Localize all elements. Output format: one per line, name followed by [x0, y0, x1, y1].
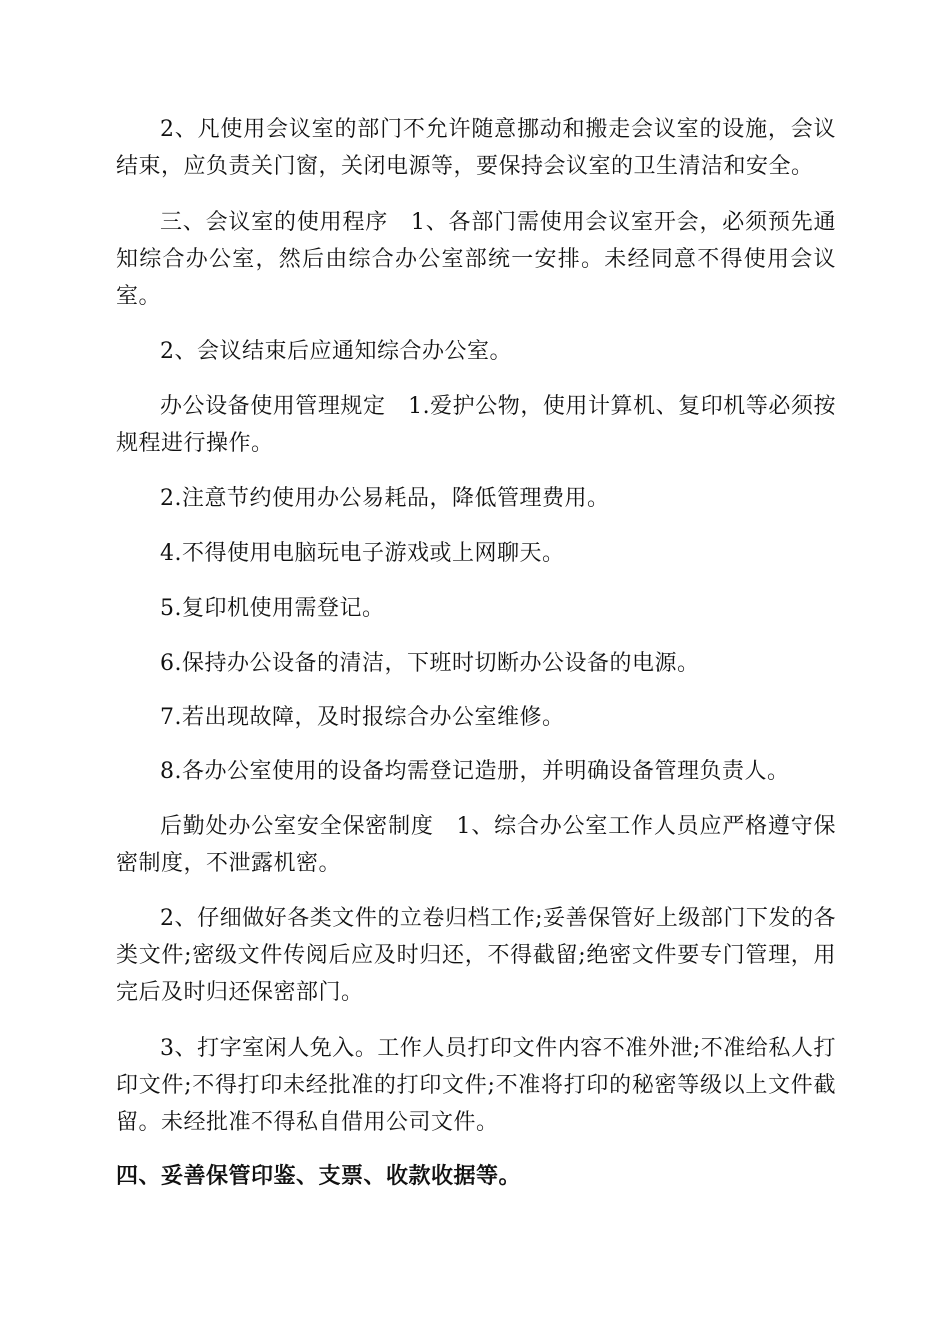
paragraph-meeting-room-procedure: 三、会议室的使用程序 1、各部门需使用会议室开会，必须预先通知综合办公室，然后由综合办公室部统一安排。未经同意不得使用会议室。 — [116, 210, 836, 309]
paragraph-security-rule-1: 后勤处办公室安全保密制度 1、综合办公室工作人员应严格遵守保密制度，不泄露机密。 — [116, 814, 836, 876]
paragraph-meeting-end-notice: 2、会议结束后应通知综合办公室。 — [160, 339, 512, 364]
paragraph-office-equipment-rule-7: 7.若出现故障，及时报综合办公室维修。 — [160, 705, 565, 730]
paragraph-meeting-room-rule-2: 2、凡使用会议室的部门不允许随意挪动和搬走会议室的设施，会议结束，应负责关门窗，关闭电源等，要保持会议室的卫生清洁和安全。 — [116, 117, 836, 179]
section-heading-4: 四、妥善保管印鉴、支票、收款收据等。 — [116, 1164, 522, 1189]
paragraph-security-rule-2: 2、仔细做好各类文件的立卷归档工作;妥善保管好上级部门下发的各类文件;密级文件传阅后应及时归还，不得截留;绝密文件要专门管理，用完后及时归还保密部门。 — [116, 906, 836, 1005]
paragraph-office-equipment-rule-5: 5.复印机使用需登记。 — [160, 596, 385, 621]
paragraph-office-equipment-rule-6: 6.保持办公设备的清洁，下班时切断办公设备的电源。 — [160, 651, 700, 676]
paragraph-security-rule-3: 3、打字室闲人免入。工作人员打印文件内容不准外泄;不准给私人打印文件;不得打印未经批准的打印文件;不准将打印的秘密等级以上文件截留。未经批准不得私自借用公司文件。 — [116, 1036, 836, 1135]
paragraph-office-equipment-rule-2: 2.注意节约使用办公易耗品，降低管理费用。 — [160, 486, 610, 511]
paragraph-office-equipment-rule-8: 8.各办公室使用的设备均需登记造册，并明确设备管理负责人。 — [160, 759, 790, 784]
paragraph-office-equipment-rule-1: 办公设备使用管理规定 1.爱护公物，使用计算机、复印机等必须按规程进行操作。 — [116, 394, 836, 456]
paragraph-office-equipment-rule-4: 4.不得使用电脑玩电子游戏或上网聊天。 — [160, 541, 565, 566]
